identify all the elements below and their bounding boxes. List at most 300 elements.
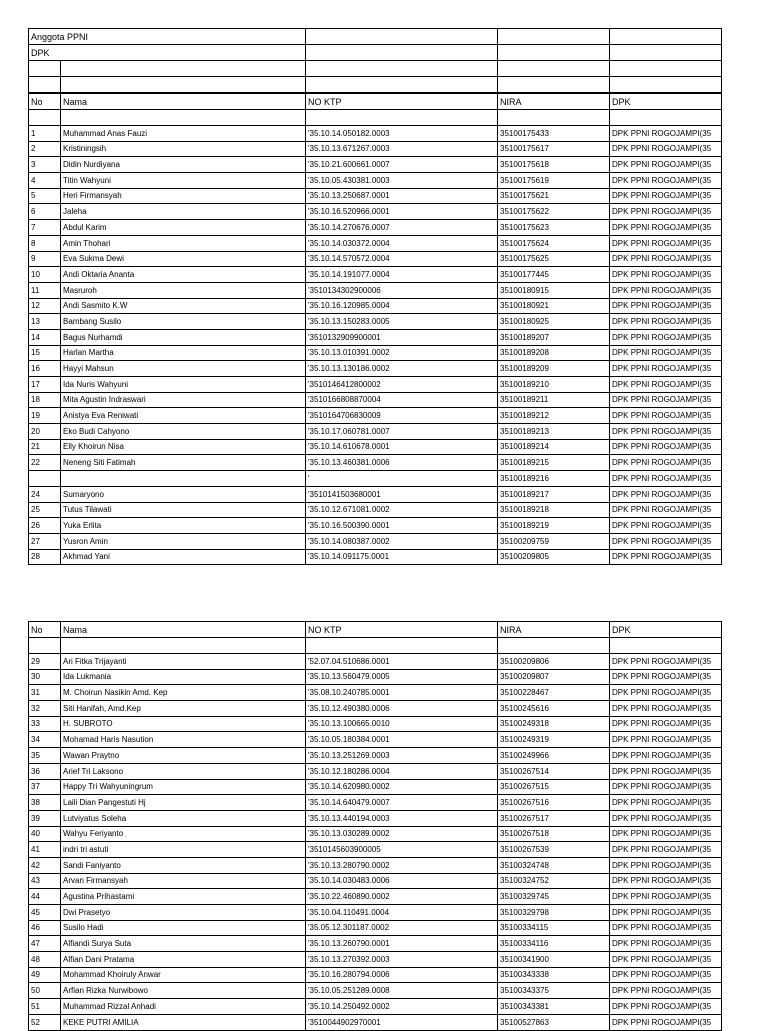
cell-nama[interactable]: Arief Tri Laksono [61, 763, 306, 779]
cell-dpk[interactable]: DPK PPNI ROGOJAMPI(35 [610, 126, 722, 142]
cell-nira[interactable]: 35100343375 [498, 983, 610, 999]
cell-ktp[interactable]: '35.10.13.560479.0005 [306, 669, 498, 685]
cell-no[interactable]: 40 [29, 826, 61, 842]
cell-ktp[interactable]: '35.10.05.180384.0001 [306, 732, 498, 748]
cell-nama[interactable]: Alfian Dani Pratama [61, 952, 306, 968]
table-row [29, 173, 722, 189]
cell-dpk[interactable]: DPK PPNI ROGOJAMPI(35 [610, 842, 722, 858]
cell-no[interactable]: 8 [29, 235, 61, 251]
cell-no[interactable]: 42 [29, 857, 61, 873]
cell-no[interactable]: 47 [29, 936, 61, 952]
cell-nama[interactable]: Tutus Tilawati [61, 502, 306, 518]
cell-nama[interactable]: indri tri astuti [61, 842, 306, 858]
cell-no[interactable]: 25 [29, 502, 61, 518]
table-row [29, 220, 722, 236]
cell-nama[interactable]: Mohammad Khoiruly Anwar [61, 967, 306, 983]
cell-dpk[interactable]: DPK PPNI ROGOJAMPI(35 [610, 716, 722, 732]
cell-nira[interactable]: 35100341900 [498, 952, 610, 968]
col-header-ktp[interactable]: NO KTP [306, 93, 498, 110]
cell-ktp[interactable]: '35.10.12.180286.0004 [306, 763, 498, 779]
col-header-nira[interactable]: NIRA [498, 622, 610, 638]
cell-no[interactable]: 17 [29, 377, 61, 393]
cell-nira[interactable]: 35100343338 [498, 967, 610, 983]
cell-nira[interactable]: 35100249319 [498, 732, 610, 748]
cell-no[interactable]: 45 [29, 905, 61, 921]
cell-dpk[interactable]: DPK PPNI ROGOJAMPI(35 [610, 486, 722, 502]
cell-nira[interactable]: 35100189217 [498, 486, 610, 502]
cell-nama[interactable]: Bagus Nurhamdi [61, 329, 306, 345]
cell-nira[interactable]: 35100209807 [498, 669, 610, 685]
cell-ktp[interactable]: '35.05.12.301187.0002 [306, 920, 498, 936]
member-table-1 [28, 28, 722, 565]
cell-nira[interactable]: 35100189218 [498, 502, 610, 518]
cell-ktp[interactable]: '35.10.13.100665.0010 [306, 716, 498, 732]
cell-ktp[interactable]: '35.10.13.010391.0002 [306, 345, 498, 361]
cell-no[interactable]: 50 [29, 983, 61, 999]
cell-no[interactable]: 16 [29, 361, 61, 377]
table-row [29, 361, 722, 377]
cell-ktp[interactable]: '3510044902970001 [306, 1014, 498, 1030]
cell-dpk[interactable]: DPK PPNI ROGOJAMPI(35 [610, 518, 722, 534]
cell-dpk[interactable]: DPK PPNI ROGOJAMPI(35 [610, 669, 722, 685]
cell-ktp[interactable]: '35.10.16.280794.0006 [306, 967, 498, 983]
cell-ktp[interactable]: '35.10.14.091175.0001 [306, 549, 498, 565]
cell-dpk[interactable]: DPK PPNI ROGOJAMPI(35 [610, 889, 722, 905]
table-row [29, 141, 722, 157]
cell-nama[interactable]: Wawan Praytno [61, 748, 306, 764]
cell-no[interactable]: 48 [29, 952, 61, 968]
cell-nama[interactable]: Sandi Faniyanto [61, 857, 306, 873]
table-row [29, 701, 722, 717]
cell-no[interactable]: 44 [29, 889, 61, 905]
cell-ktp[interactable]: '35.10.13.030289.0002 [306, 826, 498, 842]
table-row [29, 502, 722, 518]
cell-dpk[interactable]: DPK PPNI ROGOJAMPI(35 [610, 905, 722, 921]
cell-dpk[interactable]: DPK PPNI ROGOJAMPI(35 [610, 549, 722, 565]
cell-dpk[interactable]: DPK PPNI ROGOJAMPI(35 [610, 235, 722, 251]
cell-nira[interactable]: 35100189219 [498, 518, 610, 534]
table-row [29, 204, 722, 220]
cell-ktp[interactable]: '35.10.13.250687.0001 [306, 188, 498, 204]
cell-nama[interactable]: Akhmad Yani [61, 549, 306, 565]
cell-nira[interactable]: 35100334116 [498, 936, 610, 952]
table-row [29, 999, 722, 1015]
cell-dpk[interactable]: DPK PPNI ROGOJAMPI(35 [610, 920, 722, 936]
cell-nira[interactable]: 35100267515 [498, 779, 610, 795]
cell-nira[interactable]: 35100189214 [498, 439, 610, 455]
cell-nama[interactable]: Arfian Rizka Nurwibowo [61, 983, 306, 999]
cell-dpk[interactable]: DPK PPNI ROGOJAMPI(35 [610, 455, 722, 471]
cell-dpk[interactable]: DPK PPNI ROGOJAMPI(35 [610, 251, 722, 267]
cell-no[interactable]: 49 [29, 967, 61, 983]
cell-dpk[interactable]: DPK PPNI ROGOJAMPI(35 [610, 220, 722, 236]
cell-nira[interactable]: 35100249318 [498, 716, 610, 732]
cell-nira[interactable]: 35100180921 [498, 298, 610, 314]
cell-ktp[interactable]: '3510164706830009 [306, 408, 498, 424]
cell-nama[interactable]: Kristiningsih [61, 141, 306, 157]
cell-dpk[interactable]: DPK PPNI ROGOJAMPI(35 [610, 826, 722, 842]
cell-nira[interactable]: 35100175623 [498, 220, 610, 236]
cell-no[interactable] [29, 471, 61, 487]
table-row [29, 716, 722, 732]
cell-nama[interactable] [61, 471, 306, 487]
cell-no[interactable]: 12 [29, 298, 61, 314]
table-row [29, 983, 722, 999]
cell-no[interactable]: 37 [29, 779, 61, 795]
cell-no[interactable]: 34 [29, 732, 61, 748]
cell-no[interactable]: 33 [29, 716, 61, 732]
cell-nira[interactable]: 35100189210 [498, 377, 610, 393]
cell-nira[interactable]: 35100180915 [498, 282, 610, 298]
cell-nira[interactable]: 35100334115 [498, 920, 610, 936]
cell-nira[interactable]: 35100209759 [498, 533, 610, 549]
cell-nama[interactable]: Titin Wahyuni [61, 173, 306, 189]
cell-ktp[interactable]: '35.10.14.610678.0001 [306, 439, 498, 455]
cell-nama[interactable]: Muhammad Rizzal Anhadi [61, 999, 306, 1015]
cell-no[interactable]: 18 [29, 392, 61, 408]
cell-nama[interactable]: Yusron Amin [61, 533, 306, 549]
table-row [29, 795, 722, 811]
cell-nira[interactable]: 35100527863 [498, 1014, 610, 1030]
cell-no[interactable]: 9 [29, 251, 61, 267]
cell-nama[interactable]: Eva Sukma Dewi [61, 251, 306, 267]
cell-dpk[interactable]: DPK PPNI ROGOJAMPI(35 [610, 188, 722, 204]
cell-no[interactable]: 31 [29, 685, 61, 701]
cell-nira[interactable]: 35100209806 [498, 654, 610, 670]
cell-dpk[interactable]: DPK PPNI ROGOJAMPI(35 [610, 1014, 722, 1030]
cell-ktp[interactable]: '35.10.21.600661.0007 [306, 157, 498, 173]
cell-dpk[interactable]: DPK PPNI ROGOJAMPI(35 [610, 967, 722, 983]
cell-ktp[interactable]: '35.10.13.150283.0005 [306, 314, 498, 330]
table-row [29, 1014, 722, 1030]
cell-nama[interactable]: Abdul Karim [61, 220, 306, 236]
cell-nama[interactable]: Didin Nurdiyana [61, 157, 306, 173]
cell-no[interactable]: 11 [29, 282, 61, 298]
cell-nira[interactable]: 35100324748 [498, 857, 610, 873]
cell-ktp[interactable]: '3510141503680001 [306, 486, 498, 502]
cell-nira[interactable]: 35100228467 [498, 685, 610, 701]
cell-nira[interactable]: 35100324752 [498, 873, 610, 889]
cell-nama[interactable]: Masruroh [61, 282, 306, 298]
cell-ktp[interactable]: '35.10.13.280790.0002 [306, 857, 498, 873]
cell-nira[interactable]: 35100175433 [498, 126, 610, 142]
cell-dpk[interactable]: DPK PPNI ROGOJAMPI(35 [610, 983, 722, 999]
table-row [29, 424, 722, 440]
table-row [29, 889, 722, 905]
cell-nira[interactable]: 35100175625 [498, 251, 610, 267]
cell-ktp[interactable]: '35.08.10.240785.0001 [306, 685, 498, 701]
cell-dpk[interactable]: DPK PPNI ROGOJAMPI(35 [610, 763, 722, 779]
cell-nama[interactable]: Happy Tri Wahyuningrum [61, 779, 306, 795]
cell-nama[interactable]: Andi Sasmito K.W [61, 298, 306, 314]
cell-no[interactable]: 30 [29, 669, 61, 685]
cell-nira[interactable]: 35100249966 [498, 748, 610, 764]
table-row [29, 439, 722, 455]
cell-nama[interactable]: Andi Oktaria Ananta [61, 267, 306, 283]
cell-dpk[interactable]: DPK PPNI ROGOJAMPI(35 [610, 952, 722, 968]
cell-ktp[interactable]: '3510134302900006 [306, 282, 498, 298]
cell-dpk[interactable]: DPK PPNI ROGOJAMPI(35 [610, 298, 722, 314]
cell-ktp[interactable]: '35.10.16.500390.0001 [306, 518, 498, 534]
cell-nira[interactable]: 35100209805 [498, 549, 610, 565]
cell-nama[interactable]: M. Choirun Nasikin Amd. Kep [61, 685, 306, 701]
cell-no[interactable]: 22 [29, 455, 61, 471]
cell-dpk[interactable]: DPK PPNI ROGOJAMPI(35 [610, 361, 722, 377]
cell-nama[interactable]: Laili Dian Pangestuti Hj [61, 795, 306, 811]
cell-nama[interactable]: Siti Hanifah, Amd.Kep [61, 701, 306, 717]
sheet-title[interactable]: Anggota PPNI [29, 29, 306, 45]
table-row [29, 842, 722, 858]
cell-nama[interactable]: Lutviyatus Soleha [61, 810, 306, 826]
cell-ktp[interactable]: '35.10.22.460890.0002 [306, 889, 498, 905]
cell-dpk[interactable]: DPK PPNI ROGOJAMPI(35 [610, 502, 722, 518]
cell-dpk[interactable]: DPK PPNI ROGOJAMPI(35 [610, 424, 722, 440]
cell-ktp[interactable]: '35.10.13.130186.0002 [306, 361, 498, 377]
table-row [29, 857, 722, 873]
cell-nira[interactable]: 35100177445 [498, 267, 610, 283]
cell-nama[interactable]: Dwi Prasetyo [61, 905, 306, 921]
cell-nira[interactable]: 35100189213 [498, 424, 610, 440]
cell-nama[interactable]: Alfiandi Surya Suta [61, 936, 306, 952]
sheet-subtitle[interactable]: DPK [29, 45, 306, 61]
cell-no[interactable]: 36 [29, 763, 61, 779]
cell-ktp[interactable]: '35.10.17.060781.0007 [306, 424, 498, 440]
cell-dpk[interactable]: DPK PPNI ROGOJAMPI(35 [610, 392, 722, 408]
cell-nira[interactable]: 35100175617 [498, 141, 610, 157]
cell-dpk[interactable]: DPK PPNI ROGOJAMPI(35 [610, 141, 722, 157]
cell-dpk[interactable]: DPK PPNI ROGOJAMPI(35 [610, 779, 722, 795]
cell-nama[interactable]: Sumaryono [61, 486, 306, 502]
cell-ktp[interactable]: '35.10.05.251289.0008 [306, 983, 498, 999]
cell-ktp[interactable]: '35.10.13.460381.0006 [306, 455, 498, 471]
cell-nama[interactable]: Wahyu Feriyanto [61, 826, 306, 842]
cell-nama[interactable]: Agustina Prihastami [61, 889, 306, 905]
cell-dpk[interactable]: DPK PPNI ROGOJAMPI(35 [610, 936, 722, 952]
cell-dpk[interactable]: DPK PPNI ROGOJAMPI(35 [610, 439, 722, 455]
cell-no[interactable]: 38 [29, 795, 61, 811]
cell-dpk[interactable]: DPK PPNI ROGOJAMPI(35 [610, 748, 722, 764]
cell-ktp[interactable]: '52.07.04.510686.0001 [306, 654, 498, 670]
cell-nama[interactable]: Heri Firmansyah [61, 188, 306, 204]
col-header-nira[interactable]: NIRA [498, 93, 610, 110]
cell-no[interactable]: 5 [29, 188, 61, 204]
cell-ktp[interactable]: '35.10.14.030372.0004 [306, 235, 498, 251]
cell-no[interactable]: 52 [29, 1014, 61, 1030]
table-row [29, 267, 722, 283]
cell-no[interactable]: 27 [29, 533, 61, 549]
cell-ktp[interactable]: '35.10.12.671081.0002 [306, 502, 498, 518]
cell-nira[interactable]: 35100329798 [498, 905, 610, 921]
cell-ktp[interactable]: '35.10.14.250492.0002 [306, 999, 498, 1015]
table-row [29, 518, 722, 534]
cell-nira[interactable]: 35100175621 [498, 188, 610, 204]
cell-no[interactable]: 28 [29, 549, 61, 565]
cell-dpk[interactable]: DPK PPNI ROGOJAMPI(35 [610, 999, 722, 1015]
cell-ktp[interactable]: '35.10.13.260790.0001 [306, 936, 498, 952]
table-row [29, 748, 722, 764]
cell-nama[interactable]: Hayyi Mahsun [61, 361, 306, 377]
cell-nama[interactable]: H. SUBROTO [61, 716, 306, 732]
cell-ktp[interactable]: '35.10.14.030483.0006 [306, 873, 498, 889]
cell-nama[interactable]: Ari Fitka Trijayanti [61, 654, 306, 670]
col-header-dpk[interactable]: DPK [610, 93, 722, 110]
table-row [29, 157, 722, 173]
col-header-nama[interactable]: Nama [61, 93, 306, 110]
cell-no[interactable]: 10 [29, 267, 61, 283]
cell-dpk[interactable]: DPK PPNI ROGOJAMPI(35 [610, 173, 722, 189]
cell-nama[interactable]: Yuka Erlita [61, 518, 306, 534]
cell-nira[interactable]: 35100189207 [498, 329, 610, 345]
cell-ktp[interactable]: '35.10.13.440194.0003 [306, 810, 498, 826]
cell-dpk[interactable]: DPK PPNI ROGOJAMPI(35 [610, 471, 722, 487]
cell-nama[interactable]: Harlan Martha [61, 345, 306, 361]
cell-nira[interactable]: 35100267518 [498, 826, 610, 842]
cell-ktp[interactable]: '35.10.04.110491.0004 [306, 905, 498, 921]
cell-ktp[interactable]: '35.10.14.640479.0007 [306, 795, 498, 811]
cell-nama[interactable]: Muhammad Anas Fauzi [61, 126, 306, 142]
cell-dpk[interactable]: DPK PPNI ROGOJAMPI(35 [610, 810, 722, 826]
cell-no[interactable]: 3 [29, 157, 61, 173]
cell-no[interactable]: 2 [29, 141, 61, 157]
cell-nira[interactable]: 35100267517 [498, 810, 610, 826]
cell-ktp[interactable]: '35.10.13.251269.0003 [306, 748, 498, 764]
cell-dpk[interactable]: DPK PPNI ROGOJAMPI(35 [610, 408, 722, 424]
cell-nama[interactable]: Ida Lukmania [61, 669, 306, 685]
cell-dpk[interactable]: DPK PPNI ROGOJAMPI(35 [610, 282, 722, 298]
cell-ktp[interactable]: '35.10.13.671267.0003 [306, 141, 498, 157]
cell-no[interactable]: 4 [29, 173, 61, 189]
cell-ktp[interactable]: '35.10.13.270392.0003 [306, 952, 498, 968]
cell-nira[interactable]: 35100189208 [498, 345, 610, 361]
cell-nama[interactable]: Elly Khoirun Nisa [61, 439, 306, 455]
table-row [29, 377, 722, 393]
cell-nama[interactable]: Mohamad Haris Nasution [61, 732, 306, 748]
cell-no[interactable]: 24 [29, 486, 61, 502]
header-row [29, 93, 722, 110]
cell-ktp[interactable]: '35.10.12.490380.0006 [306, 701, 498, 717]
cell-nira[interactable]: 35100267514 [498, 763, 610, 779]
cell-dpk[interactable]: DPK PPNI ROGOJAMPI(35 [610, 685, 722, 701]
cell-dpk[interactable]: DPK PPNI ROGOJAMPI(35 [610, 377, 722, 393]
cell-nira[interactable]: 35100175618 [498, 157, 610, 173]
cell-ktp[interactable]: '35.10.05.430381.0003 [306, 173, 498, 189]
cell-dpk[interactable]: DPK PPNI ROGOJAMPI(35 [610, 732, 722, 748]
cell-ktp[interactable]: '3510146412800002 [306, 377, 498, 393]
cell-no[interactable]: 43 [29, 873, 61, 889]
cell-no[interactable]: 41 [29, 842, 61, 858]
cell-ktp[interactable]: '35.10.14.080387.0002 [306, 533, 498, 549]
cell-nama[interactable]: Ida Nuris Wahyuni [61, 377, 306, 393]
cell-nama[interactable]: Jaleha [61, 204, 306, 220]
cell-ktp[interactable]: '35.10.16.520966.0001 [306, 204, 498, 220]
cell-dpk[interactable]: DPK PPNI ROGOJAMPI(35 [610, 329, 722, 345]
cell-nira[interactable]: 35100175622 [498, 204, 610, 220]
cell-no[interactable]: 26 [29, 518, 61, 534]
cell-no[interactable]: 7 [29, 220, 61, 236]
cell-nira[interactable]: 35100189215 [498, 455, 610, 471]
cell-no[interactable]: 39 [29, 810, 61, 826]
cell-nama[interactable]: Amin Thohari [61, 235, 306, 251]
cell-dpk[interactable]: DPK PPNI ROGOJAMPI(35 [610, 857, 722, 873]
cell-dpk[interactable]: DPK PPNI ROGOJAMPI(35 [610, 795, 722, 811]
col-header-ktp[interactable]: NO KTP [306, 622, 498, 638]
cell-nama[interactable]: Anistya Eva Reniwati [61, 408, 306, 424]
col-header-dpk[interactable]: DPK [610, 622, 722, 638]
table-row [29, 329, 722, 345]
cell-no[interactable]: 35 [29, 748, 61, 764]
cell-nira[interactable]: 35100189212 [498, 408, 610, 424]
cell-nira[interactable]: 35100175619 [498, 173, 610, 189]
cell-no[interactable]: 46 [29, 920, 61, 936]
cell-nama[interactable]: Arvan Firmansyah [61, 873, 306, 889]
cell-no[interactable]: 13 [29, 314, 61, 330]
col-header-no[interactable]: No [29, 93, 61, 110]
cell-dpk[interactable]: DPK PPNI ROGOJAMPI(35 [610, 654, 722, 670]
cell-ktp[interactable]: '35.10.14.570572.0004 [306, 251, 498, 267]
header-row [29, 622, 722, 638]
cell-nira[interactable]: 35100343381 [498, 999, 610, 1015]
cell-no[interactable]: 19 [29, 408, 61, 424]
cell-nira[interactable]: 35100180925 [498, 314, 610, 330]
cell-no[interactable]: 21 [29, 439, 61, 455]
cell-nama[interactable]: Bambang Susilo [61, 314, 306, 330]
cell-ktp[interactable]: '35.10.14.191077.0004 [306, 267, 498, 283]
cell-dpk[interactable]: DPK PPNI ROGOJAMPI(35 [610, 873, 722, 889]
cell-no[interactable]: 20 [29, 424, 61, 440]
cell-ktp[interactable]: ' [306, 471, 498, 487]
cell-dpk[interactable]: DPK PPNI ROGOJAMPI(35 [610, 267, 722, 283]
cell-nira[interactable]: 35100267516 [498, 795, 610, 811]
cell-no[interactable]: 29 [29, 654, 61, 670]
cell-nira[interactable]: 35100189209 [498, 361, 610, 377]
cell-dpk[interactable]: DPK PPNI ROGOJAMPI(35 [610, 314, 722, 330]
cell-no[interactable]: 15 [29, 345, 61, 361]
cell-dpk[interactable]: DPK PPNI ROGOJAMPI(35 [610, 157, 722, 173]
cell-nama[interactable]: Eko Budi Cahyono [61, 424, 306, 440]
cell-nira[interactable]: 35100189216 [498, 471, 610, 487]
cell-nama[interactable]: Mita Agustin Indraswari [61, 392, 306, 408]
cell-ktp[interactable]: '3510166808870004 [306, 392, 498, 408]
cell-nama[interactable]: Neneng Siti Fatimah [61, 455, 306, 471]
cell-nira[interactable]: 35100189211 [498, 392, 610, 408]
col-header-nama[interactable]: Nama [61, 622, 306, 638]
cell-dpk[interactable]: DPK PPNI ROGOJAMPI(35 [610, 701, 722, 717]
col-header-no[interactable]: No [29, 622, 61, 638]
cell-ktp[interactable]: '35.10.14.270676.0007 [306, 220, 498, 236]
cell-no[interactable]: 32 [29, 701, 61, 717]
cell-ktp[interactable]: '35.10.14.620980.0002 [306, 779, 498, 795]
cell-ktp[interactable]: '3510145603900005 [306, 842, 498, 858]
cell-no[interactable]: 51 [29, 999, 61, 1015]
cell-ktp[interactable]: '3510132909900001 [306, 329, 498, 345]
cell-ktp[interactable]: '35.10.14.050182.0003 [306, 126, 498, 142]
cell-dpk[interactable]: DPK PPNI ROGOJAMPI(35 [610, 345, 722, 361]
table-row [29, 251, 722, 267]
cell-no[interactable]: 14 [29, 329, 61, 345]
cell-nama[interactable]: KEKE PUTRI AMILIA [61, 1014, 306, 1030]
cell-nira[interactable]: 35100329745 [498, 889, 610, 905]
cell-dpk[interactable]: DPK PPNI ROGOJAMPI(35 [610, 204, 722, 220]
cell-no[interactable]: 1 [29, 126, 61, 142]
cell-nira[interactable]: 35100245616 [498, 701, 610, 717]
cell-no[interactable]: 6 [29, 204, 61, 220]
table-row [29, 345, 722, 361]
cell-nama[interactable]: Susilo Hadi [61, 920, 306, 936]
cell-nira[interactable]: 35100175624 [498, 235, 610, 251]
cell-ktp[interactable]: '35.10.16.120985.0004 [306, 298, 498, 314]
cell-nira[interactable]: 35100267539 [498, 842, 610, 858]
cell-dpk[interactable]: DPK PPNI ROGOJAMPI(35 [610, 533, 722, 549]
